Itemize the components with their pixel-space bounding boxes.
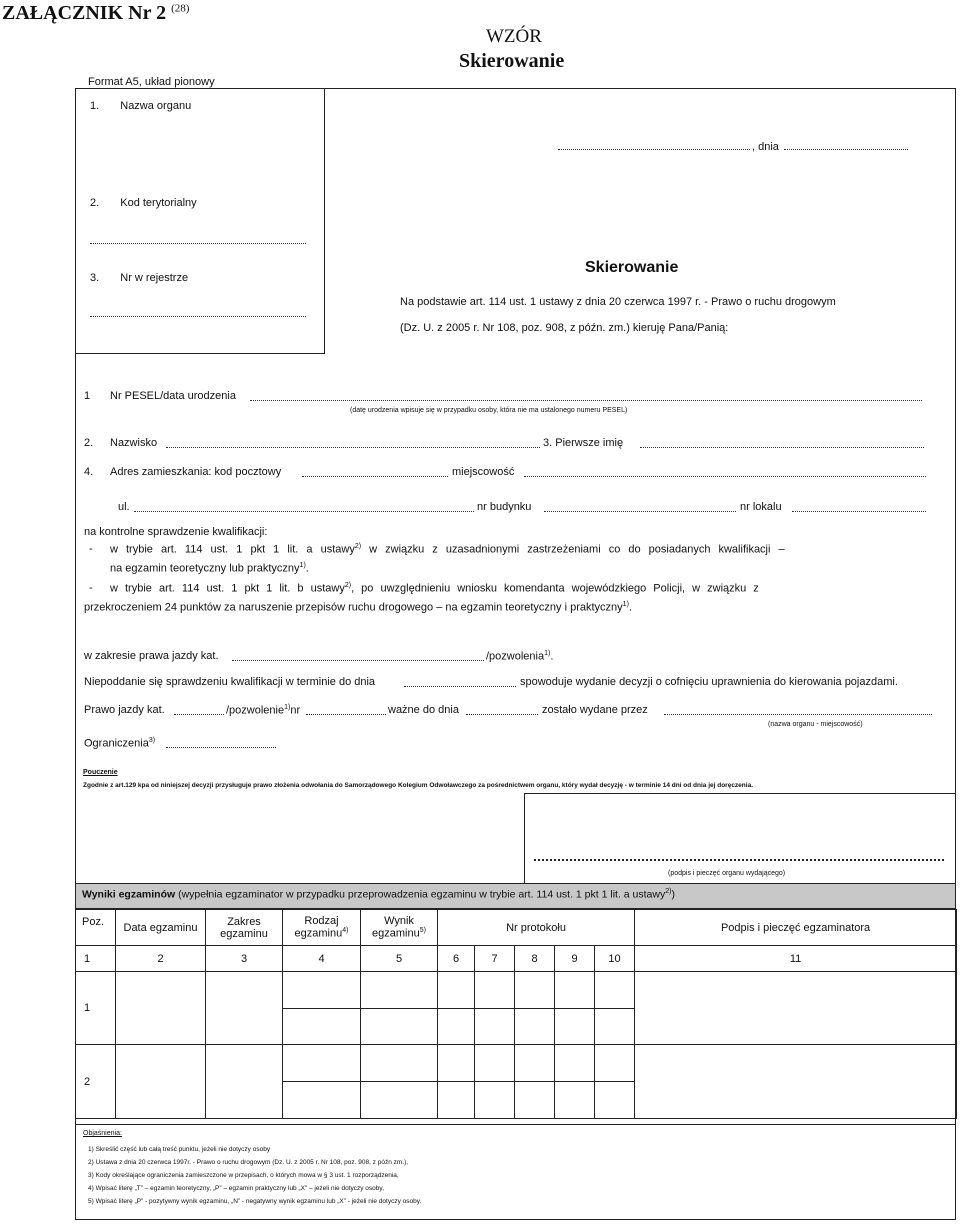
date-input-line[interactable]	[784, 149, 908, 150]
protocol-cell[interactable]	[555, 1082, 595, 1119]
document-title: Skierowanie	[459, 50, 565, 72]
place-date-line	[558, 141, 908, 155]
place-input-line[interactable]	[558, 149, 750, 150]
col-scope: Zakres egzaminu	[206, 910, 283, 946]
protocol-cell[interactable]	[475, 1082, 515, 1119]
address-number: 4.	[84, 466, 94, 478]
register-number-line[interactable]	[90, 316, 306, 317]
protocol-cell[interactable]	[438, 972, 475, 1009]
postal-code-input-line[interactable]	[302, 476, 448, 477]
apartment-input-line[interactable]	[792, 511, 926, 512]
protocol-cell[interactable]	[438, 1009, 475, 1045]
date-cell[interactable]	[116, 1045, 206, 1119]
deadline-text: Niepoddanie się sprawdzeniu kwalifikacji w terminie do dnia	[84, 676, 376, 688]
license-valid-label: ważne do dnia	[388, 704, 459, 716]
issuer-box	[75, 88, 325, 354]
instruction-heading: Pouczenie	[83, 769, 118, 776]
license-issuer-note: (nazwa organu - miejscowość)	[768, 721, 863, 728]
col-result: Wynik egzaminu$^{5)}$	[361, 910, 438, 946]
legal-basis-line-1: Na podstawie art. 114 ust. 1 ustawy z dnia 20 czerwca 1997 r. - Prawo o ruchu drogowym	[400, 296, 836, 308]
control-heading: na kontrolne sprawdzenie kwalifikacji:	[84, 526, 268, 538]
col-date: Data egzaminu	[116, 910, 206, 946]
street-label: ul.	[118, 501, 130, 513]
building-input-line[interactable]	[544, 511, 736, 512]
category-label: w zakresie prawa jazdy kat.	[84, 650, 219, 662]
table-row	[76, 1045, 957, 1082]
building-label: nr budynku	[477, 501, 532, 513]
license-issued-label: zostało wydane przez	[542, 704, 648, 716]
column-number: 5	[361, 946, 438, 972]
explanations-divider	[76, 1124, 955, 1125]
table-header-row	[76, 910, 957, 946]
surname-input-line[interactable]	[166, 447, 540, 448]
protocol-cell[interactable]	[555, 972, 595, 1009]
territorial-code-label: Kod terytorialny	[120, 197, 197, 209]
surname-label: Nazwisko	[110, 437, 158, 449]
license-issuer-input[interactable]	[664, 714, 932, 715]
column-number: 7	[475, 946, 515, 972]
explanation-note: 2) Ustawa z dnia 20 czerwca 1997r. - Prawo o ruchu drogowym (Dz. U. z 2005 r. Nr 108, poz. 908, z późn zm.),	[88, 1159, 409, 1166]
protocol-cell[interactable]	[515, 1082, 555, 1119]
option-2-dash: -	[89, 582, 93, 594]
deadline-input-line[interactable]	[404, 686, 516, 687]
column-number: 9	[555, 946, 595, 972]
pesel-input-line[interactable]	[250, 400, 922, 401]
referral-title: Skierowanie	[585, 259, 679, 276]
col-type: Rodzaj egzaminu$^{4)}$	[283, 910, 361, 946]
option-2-line-1: w trybie art. 114 ust. 1 pkt 1 lit. b ustawy$^{2)}$, po uwzględnieniu wniosku komendanta wojewódzkiego Policji, w związku z	[110, 582, 759, 595]
apartment-label: nr lokalu	[740, 501, 782, 513]
license-valid-input[interactable]	[466, 714, 538, 715]
explanations-heading: Objaśnienia:	[83, 1130, 122, 1137]
annex-title: ZAŁĄCZNIK Nr 2	[2, 2, 167, 24]
protocol-cell[interactable]	[515, 1009, 555, 1045]
protocol-cell[interactable]	[595, 1009, 635, 1045]
option-1-line-1: w trybie art. 114 ust. 1 pkt 1 lit. a ustawy$^{2)}$ w związku z uzasadnionymi zastrzeżeniami co do posiadanych kwalifikacji –	[110, 543, 785, 556]
annex-note: (28)	[171, 2, 190, 15]
type-cell[interactable]	[283, 1009, 361, 1045]
protocol-cell[interactable]	[595, 972, 635, 1009]
column-number: 3	[206, 946, 283, 972]
protocol-cell[interactable]	[475, 1009, 515, 1045]
license-permit-label: /pozwolenie$^{1)}$nr	[226, 704, 301, 717]
protocol-cell[interactable]	[438, 1082, 475, 1119]
protocol-cell[interactable]	[595, 1082, 635, 1119]
protocol-cell[interactable]	[515, 972, 555, 1009]
register-number-label: Nr w rejestrze	[120, 272, 189, 284]
issuer-field-3: 3. Nr w rejestrze	[90, 272, 189, 284]
deadline-consequence: spowoduje wydanie decyzji o cofnięciu uprawnienia do kierowania pojazdami.	[520, 676, 898, 688]
category-suffix: /pozwolenia$^{1)}$.	[486, 650, 554, 663]
pesel-note: (datę urodzenia wpisuje się w przypadku osoby, która nie ma ustalonego numeru PESEL)	[350, 407, 628, 414]
col-protocol: Nr protokołu	[438, 910, 635, 946]
annex-heading	[2, 2, 189, 25]
format-note: Format A5, układ pionowy	[88, 76, 215, 88]
column-number: 6	[438, 946, 475, 972]
instruction-text: Zgodnie z art.129 kpa od niniejszej decyzji przysługuje prawo złożenia odwołania do Samorządowego Kolegium Odwoławczego za pośrednictwem organu, który wydał decyzję - w terminie 14 dni od dnia jej doręczenia.	[83, 782, 753, 789]
table-row	[76, 972, 957, 1009]
option-1-line-2: na egzamin teoretyczny lub praktyczny$^{1)}$.	[110, 562, 309, 575]
territorial-code-line[interactable]	[90, 243, 306, 244]
type-cell[interactable]	[283, 1045, 361, 1082]
result-cell[interactable]	[361, 1045, 438, 1082]
wzor-label: WZÓR	[486, 26, 542, 47]
signature-line[interactable]	[534, 859, 944, 861]
explanation-note: 1) Skreślić część lub całą treść punktu, jeżeli nie dotyczy osoby	[88, 1146, 271, 1153]
city-label: miejscowość	[452, 466, 515, 478]
pesel-label: Nr PESEL/data urodzenia	[110, 390, 236, 402]
issuer-field-2: 2. Kod terytorialny	[90, 197, 197, 209]
results-heading: Wyniki egzaminów (wypełnia egzaminator w przypadku przeprowadzenia egzaminu w trybie art. 114 ust. 1 pkt 1 lit. a ustawy$^{2)}$)	[82, 888, 675, 901]
issuer-field-1: 1. Nazwa organu	[90, 100, 192, 112]
license-label: Prawo jazdy kat.	[84, 704, 165, 716]
restrictions-label: Ograniczenia$^{3)}$	[84, 737, 156, 750]
column-number: 8	[515, 946, 555, 972]
address-label: Adres zamieszkania: kod pocztowy	[110, 466, 282, 478]
row-number: 2	[76, 1045, 116, 1119]
category-input-line[interactable]	[232, 660, 484, 661]
protocol-cell[interactable]	[475, 972, 515, 1009]
protocol-cell[interactable]	[555, 1045, 595, 1082]
result-cell[interactable]	[361, 1009, 438, 1045]
type-cell[interactable]	[283, 1082, 361, 1119]
protocol-cell[interactable]	[555, 1009, 595, 1045]
row-number: 1	[76, 972, 116, 1045]
pesel-number: 1	[84, 390, 91, 402]
scope-cell[interactable]	[206, 1045, 283, 1119]
issuer-name-label: Nazwa organu	[120, 100, 192, 112]
protocol-cell[interactable]	[515, 1045, 555, 1082]
explanation-note: 5) Wpisać literę „P” - pozytywny wynik egzaminu, „N” - negatywny wynik egzaminu lub „X” - jeżeli nie dotyczy osoby.	[88, 1198, 422, 1205]
legal-basis-line-2: (Dz. U. z 2005 r. Nr 108, poz. 908, z późn. zm.) kieruję Pana/Panią:	[400, 322, 729, 334]
first-name-label: 3. Pierwsze imię	[543, 437, 624, 449]
signature-caption: (podpis i pieczęć organu wydającego)	[668, 870, 786, 877]
column-number-row	[76, 946, 957, 972]
city-input-line[interactable]	[524, 476, 926, 477]
signature-cell[interactable]	[635, 972, 957, 1045]
option-2-line-2: przekroczeniem 24 punktów za naruszenie przepisów ruchu drogowego – na egzamin teoretyczny i praktyczny$^{1)}$.	[84, 601, 632, 614]
scope-cell[interactable]	[206, 972, 283, 1045]
column-number: 1	[76, 946, 116, 972]
option-1-dash: -	[89, 543, 93, 555]
signature-cell[interactable]	[635, 1045, 957, 1119]
column-number: 11	[635, 946, 957, 972]
date-cell[interactable]	[116, 972, 206, 1045]
column-number: 4	[283, 946, 361, 972]
license-category-input[interactable]	[174, 714, 224, 715]
street-input-line[interactable]	[134, 511, 474, 512]
type-cell[interactable]	[283, 972, 361, 1009]
result-cell[interactable]	[361, 972, 438, 1009]
date-label: , dnia	[752, 141, 779, 153]
explanation-note: 4) Wpisać literę „T” – egzamin teoretyczny, „P” – egzamin praktyczny lub „X” – jeżeli nie dotyczy osoby,	[88, 1185, 384, 1192]
protocol-cell[interactable]	[475, 1045, 515, 1082]
explanation-note: 3) Kody określające ograniczenia zamieszczone w przepisach, o których mowa w § 3 ust. 1 rozporządzenia,	[88, 1172, 399, 1179]
col-signature: Podpis i pieczęć egzaminatora	[635, 910, 957, 946]
surname-number: 2.	[84, 437, 94, 449]
column-number: 2	[116, 946, 206, 972]
protocol-cell[interactable]	[595, 1045, 635, 1082]
protocol-cell[interactable]	[438, 1045, 475, 1082]
first-name-input-line[interactable]	[640, 447, 924, 448]
restrictions-input-line[interactable]	[166, 747, 276, 748]
column-number: 10	[595, 946, 635, 972]
result-cell[interactable]	[361, 1082, 438, 1119]
license-number-input[interactable]	[306, 714, 386, 715]
col-poz: Poz.	[76, 910, 116, 946]
results-table	[75, 909, 957, 1119]
